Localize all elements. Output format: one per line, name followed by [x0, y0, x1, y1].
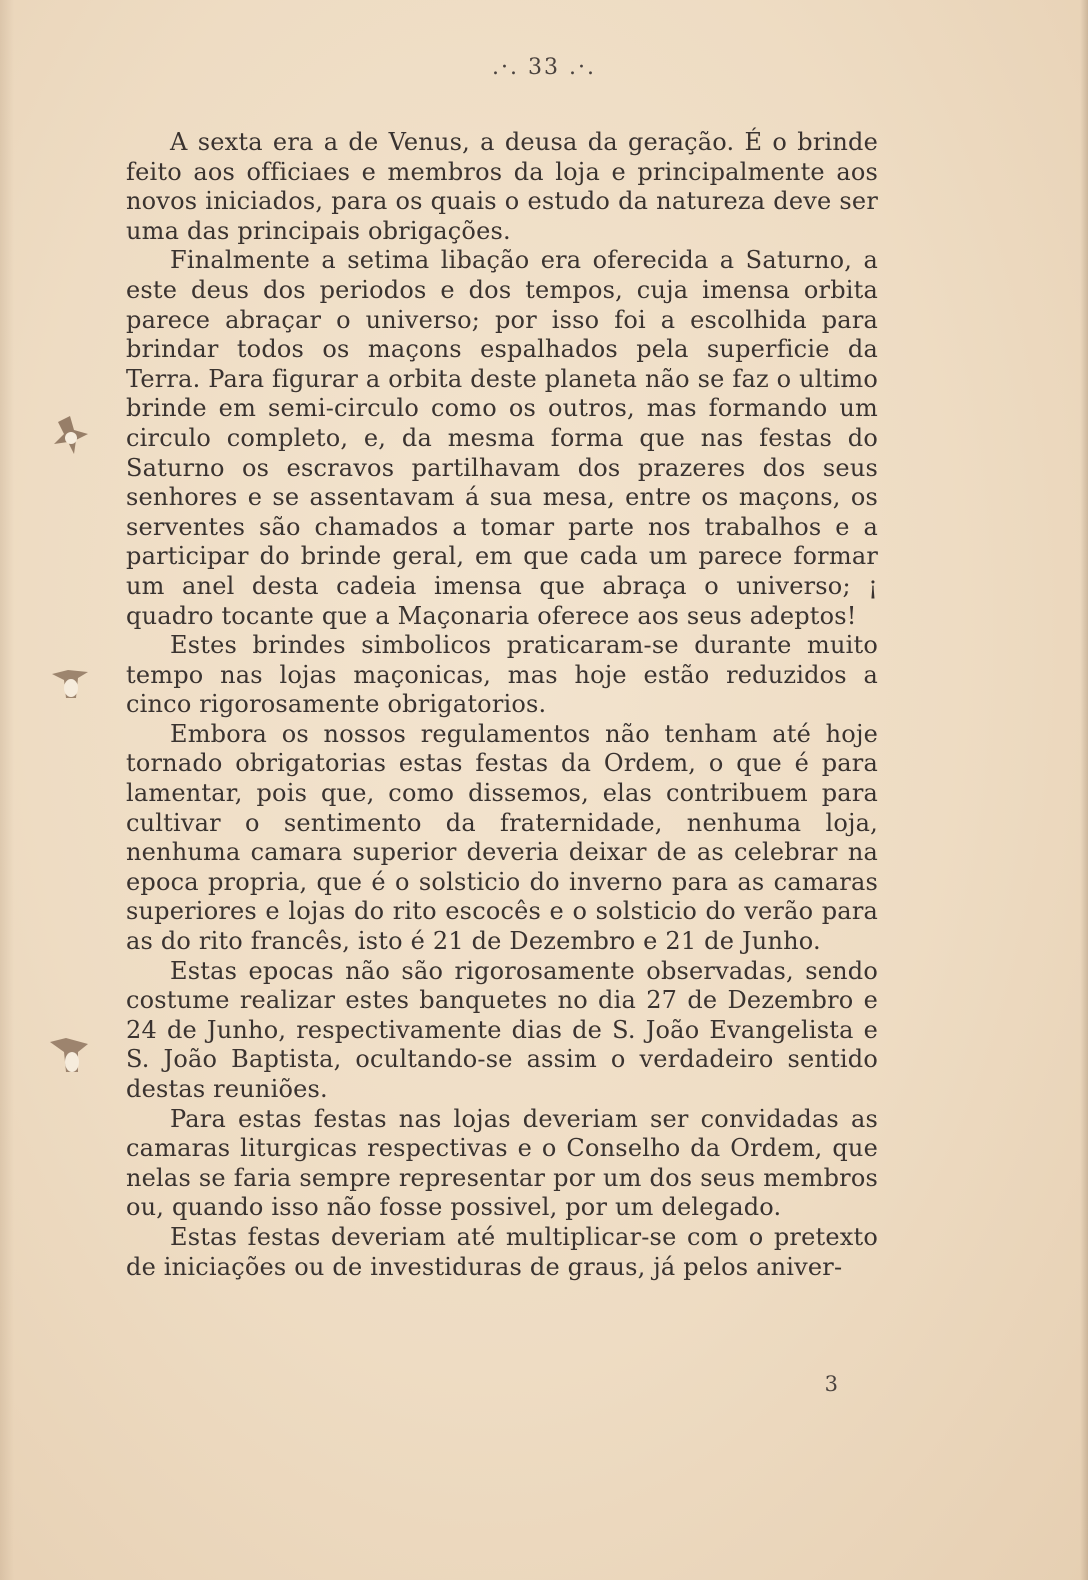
page-left-shadow — [0, 0, 14, 1580]
paragraph: A sexta era a de Venus, a deusa da geração. É o brinde feito aos officiaes e membros da loja e principalmente aos novos iniciados, para os quais o estudo da natureza deve ser uma das principais obrigações. — [126, 128, 878, 245]
paragraph: Estas festas deveriam até multiplicar-se com o pretexto de iniciações ou de investiduras de graus, já pelos aniver- — [126, 1222, 878, 1281]
paragraph: Estas epocas não são rigorosamente observadas, sendo costume realizar estes banquetes no dia 27 de Dezembro e 24 de Junho, respectivamente dias de S. João Evangelista e S. João Baptista, ocultando-se assim o verdadeiro sentido destas reuniões. — [126, 956, 878, 1103]
body-text — [126, 128, 878, 1282]
page-right-shadow — [1080, 0, 1088, 1580]
binding-hole-icon — [48, 410, 94, 456]
paragraph: Finalmente a setima libação era oferecida a Saturno, a este deus dos periodos e dos tempos, cuja imensa orbita parece abraçar o universo; por isso foi a escolhida para brindar todos os maçons espalhados pela superficie da Terra. Para figurar a orbita deste planeta não se faz o ultimo brinde em semi-circulo como os outros, mas formando um circulo completo, e, da mesma forma que nas festas do Saturno os escravos partilhavam dos prazeres dos seus senhores e se assentavam á sua mesa, entre os maçons, os serventes são chamados a tomar parte nos trabalhos e a participar do brinde geral, em que cada um parece formar um anel desta cadeia imensa que abraça o universo; ¡ quadro tocante que a Maçonaria oferece aos seus adeptos! — [126, 246, 878, 630]
paragraph: Embora os nossos regulamentos não tenham até hoje tornado obrigatorias estas festas da Ordem, o que é para lamentar, pois que, como dissemos, elas contribuem para cultivar o sentimento da fraternidade, nenhuma loja, nenhuma camara superior deveria deixar de as celebrar na epoca propria, que é o solsticio do inverno para as camaras superiores e lojas do rito escocês e o solsticio do verão para as do rito francês, isto é 21 de Dezembro e 21 de Junho. — [126, 719, 878, 956]
binding-hole-icon — [48, 660, 94, 706]
binding-hole-icon — [48, 1030, 94, 1076]
paragraph: Para estas festas nas lojas deveriam ser convidadas as camaras liturgicas respectivas e o Conselho da Ordem, que nelas se faria sempre representar por um dos seus membros ou, quando isso não fosse possivel, por um delegado. — [126, 1104, 878, 1222]
paragraph: Estes brindes simbolicos praticaram-se durante muito tempo nas lojas maçonicas, mas hoje estão reduzidos a cinco rigorosamente obrigatorios. — [126, 631, 878, 719]
signature-mark: 3 — [824, 1372, 838, 1396]
page-number: .·. 33 .·. — [492, 55, 596, 80]
